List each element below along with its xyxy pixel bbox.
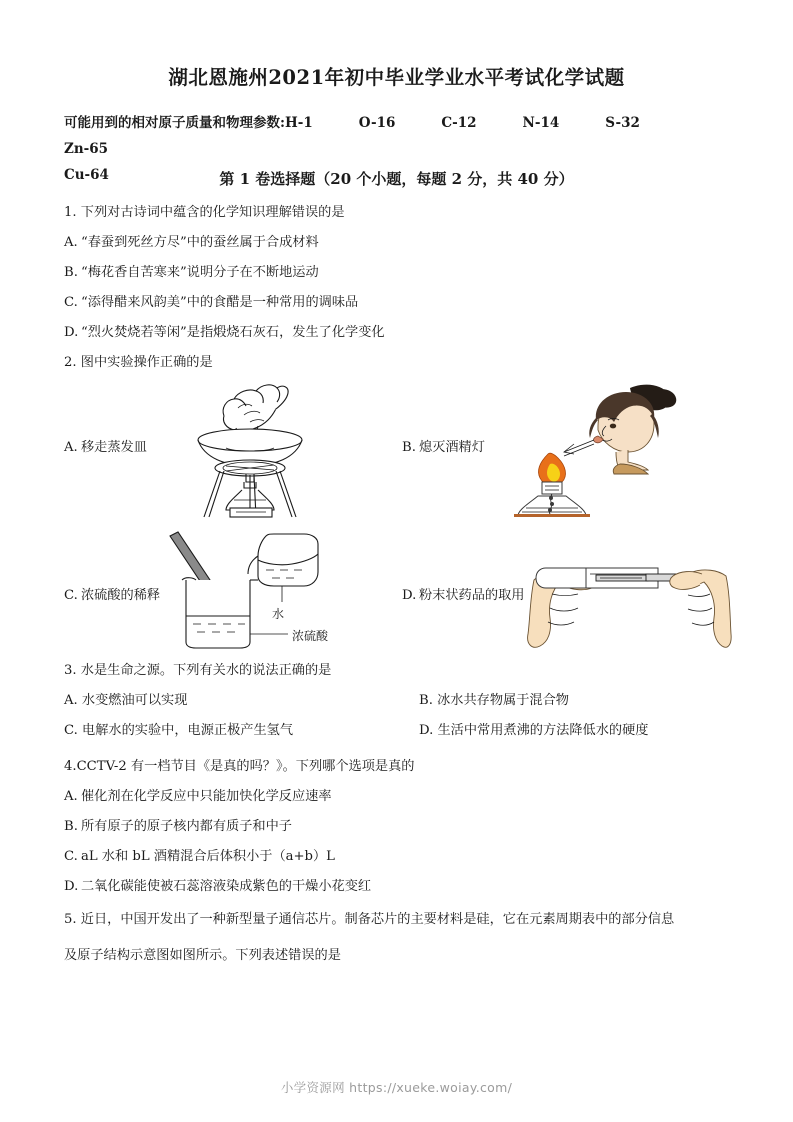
question-3-option-c[interactable]: C. 电解水的实验中，电源正极产生氢气 — [64, 723, 294, 738]
atomic-mass-o: O-16 — [358, 115, 396, 131]
evaporating-dish-tripod-icon — [164, 378, 374, 517]
question-5-stem-line-1: 5. 近日，中国开发出了一种新型量子通信芯片。制备芯片的主要材料是硅，它在元素周期表中的部分信息 — [64, 912, 675, 927]
table-row — [64, 716, 740, 746]
blowing-alcohol-lamp-icon — [502, 378, 712, 517]
question-2-option-c-caption: C. 浓硫酸的稀释 — [64, 588, 161, 603]
question-3-option-d[interactable]: D. 生活中常用煮沸的方法降低水的硬度 — [419, 723, 649, 738]
question-2 — [64, 348, 740, 378]
question-4-stem: 4.CCTV-2 有一档节目《是真的吗？》。下列哪个选项是真的 — [64, 759, 415, 774]
question-2-option-d-caption: D. 粉末状药品的取用 — [402, 588, 525, 603]
question-4-number: 4. — [64, 759, 77, 774]
question-5-stem-line-2: 及原子结构示意图如图所示。下列表述错误的是 — [64, 948, 341, 963]
question-2-option-a[interactable] — [64, 378, 402, 517]
question-1-option-b[interactable]: B. “梅花香自苦寒来”说明分子在不断地运动 — [64, 265, 319, 280]
question-3-options — [64, 686, 740, 746]
question-3-stem: 3. 水是生命之源。下列有关水的说法正确的是 — [64, 663, 332, 678]
question-3-option-a[interactable]: A. 水变燃油可以实现 — [64, 693, 188, 708]
question-4-option-a[interactable]: A. 催化剂在化学反应中只能加快化学反应速率 — [64, 789, 332, 804]
question-5 — [64, 902, 740, 974]
section-heading: 第 1 卷选择题（20 个小题，每题 2 分，共 40 分） — [219, 170, 574, 188]
question-2-figure-grid — [64, 378, 740, 656]
atomic-mass-cu: Cu-64 — [64, 167, 109, 183]
question-1-number: 1. — [64, 205, 77, 220]
question-1-option-a[interactable]: A. “春蚕到死丝方尽”中的蚕丝属于合成材料 — [64, 235, 319, 250]
question-4 — [64, 752, 740, 902]
atomic-mass-h: H-1 — [284, 115, 313, 131]
question-4-option-b[interactable]: B. 所有原子的原子核内都有质子和中子 — [64, 819, 292, 834]
question-5-number: 5. — [64, 912, 77, 927]
page-title: 湖北恩施州2021年初中毕业学业水平考试化学试题 — [168, 66, 625, 89]
atomic-mass-c: C-12 — [441, 115, 477, 131]
question-3-option-b[interactable]: B. 冰水共存物属于混合物 — [419, 693, 569, 708]
question-2-stem: 2. 图中实验操作正确的是 — [64, 355, 213, 370]
atomic-mass-label: 可能用到的相对原子质量和物理参数: — [64, 115, 285, 131]
question-4-option-d[interactable]: D. 二氧化碳能使被石蕊溶液染成紫色的干燥小花变红 — [64, 879, 372, 894]
question-1 — [64, 198, 740, 348]
question-2-number: 2. — [64, 355, 77, 370]
atomic-mass-zn: Zn-65 — [64, 141, 109, 157]
dilute-sulfuric-acid-icon — [162, 530, 372, 669]
question-2-option-b[interactable] — [402, 378, 740, 517]
question-3 — [64, 656, 740, 686]
question-2-option-b-caption: B. 熄灭酒精灯 — [402, 440, 485, 455]
water-label: 水 — [272, 607, 285, 621]
question-1-stem: 1. 下列对古诗词中蕴含的化学知识理解错误的是 — [64, 205, 345, 220]
question-1-option-d[interactable]: D. “烈火焚烧若等闲”是指煅烧石灰石，发生了化学变化 — [64, 325, 385, 340]
watermark: 小学资源网 https://xueke.woiay.com/ — [280, 1080, 513, 1095]
question-2-option-a-caption: A. 移走蒸发皿 — [64, 440, 147, 455]
atomic-mass-s: S-32 — [605, 115, 640, 131]
question-1-option-c[interactable]: C. “添得醋来风韵美”中的食醋是一种常用的调味品 — [64, 295, 359, 310]
question-3-number: 3. — [64, 663, 77, 678]
concentrated-acid-label: 浓硫酸 — [292, 629, 329, 643]
question-4-option-c[interactable]: C. aL 水和 bL 酒精混合后体积小于（a+b）L — [64, 849, 335, 864]
table-row — [64, 686, 740, 716]
atomic-mass-n: N-14 — [522, 115, 560, 131]
